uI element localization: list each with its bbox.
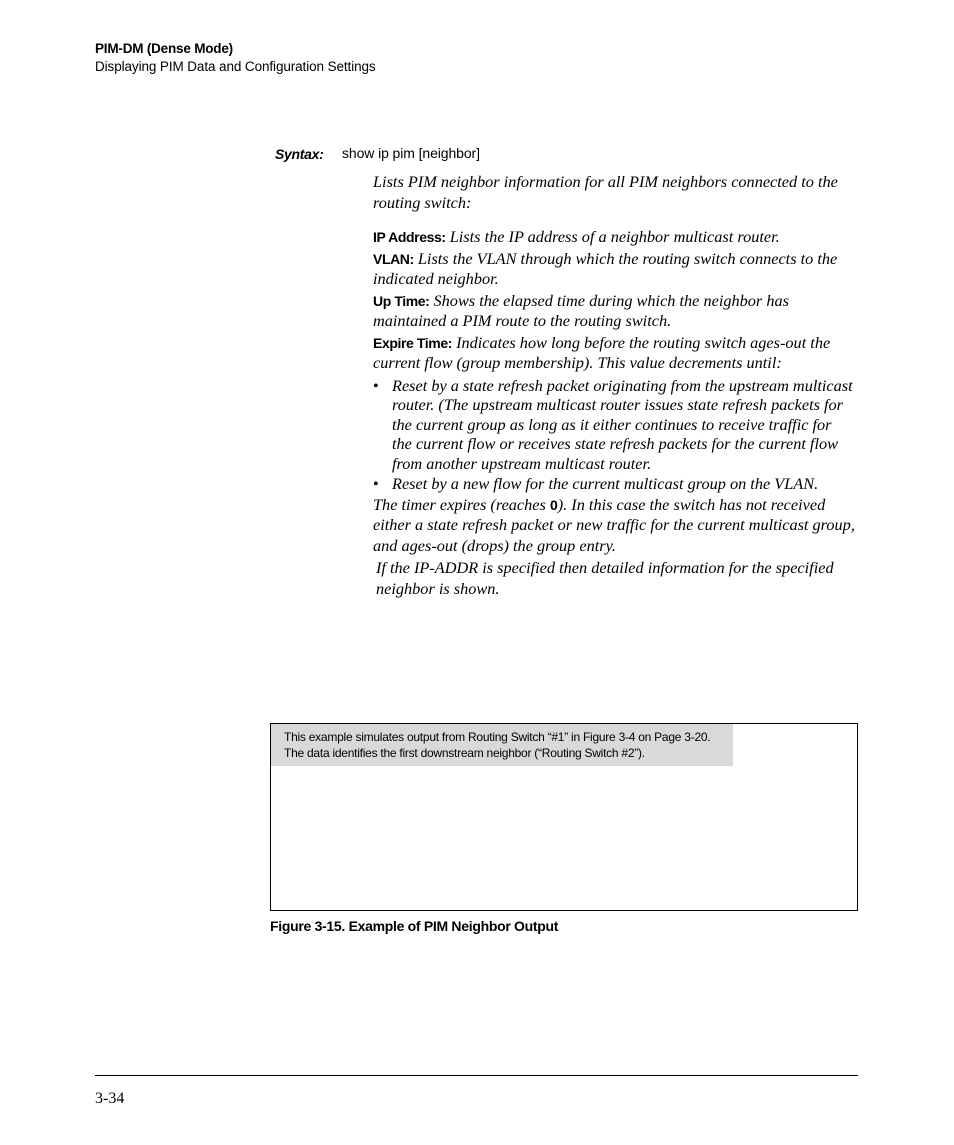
field-up-time	[373, 291, 855, 332]
bullet-icon: •	[373, 474, 379, 493]
field-text: Lists the VLAN through which the routing switch connects to the indicated neighbor.	[373, 248, 838, 288]
figure-caption: Figure 3-15. Example of PIM Neighbor Output	[270, 918, 559, 934]
field-text: Shows the elapsed time during which the neighbor has maintained a PIM route to the routing switch.	[373, 290, 789, 330]
syntax-intro: Lists PIM neighbor information for all PIM neighbors connected to the routing switch:	[373, 172, 838, 212]
running-header-section: Displaying PIM Data and Configuration Settings	[95, 59, 376, 74]
footer-divider	[95, 1075, 858, 1076]
field-label: VLAN:	[373, 250, 414, 267]
list-item	[373, 376, 855, 474]
syntax-description	[373, 172, 855, 599]
syntax-label: Syntax:	[275, 146, 324, 162]
bullet-icon: •	[373, 375, 379, 395]
field-label: Up Time:	[373, 292, 430, 309]
list-item-text: Reset by a new flow for the current multicast group on the VLAN.	[392, 474, 819, 493]
field-ip-address	[373, 227, 855, 248]
list-item-text: Reset by a state refresh packet originating from the upstream multicast router. (The upstream multicast router issues state refresh packets for the current group as long as it either continues to receive traffic for the current flow or receives state refresh packets for the current flow from another upstream multicast router.	[392, 375, 853, 473]
timer-expiry-paragraph	[373, 495, 855, 557]
timer-text-after: ). In this case the switch has not received either a state refresh packet or new traffic for the current multicast group, and ages-out (drops) the group entry.	[373, 494, 855, 555]
field-vlan	[373, 249, 855, 290]
timer-text-before: The timer expires (reaches	[373, 494, 550, 514]
figure-frame	[270, 723, 858, 911]
field-expire-time	[373, 333, 855, 374]
timer-value: 0	[549, 496, 558, 513]
field-text: Lists the IP address of a neighbor multicast router.	[449, 227, 780, 246]
list-item	[373, 474, 855, 494]
ip-addr-note: If the IP-ADDR is specified then detailed information for the specified neighbor is shown.	[376, 558, 834, 598]
field-label: Expire Time:	[373, 334, 452, 351]
syntax-command: show ip pim [neighbor]	[342, 145, 480, 161]
figure-callout: This example simulates output from Routing Switch “#1” in Figure 3-4 on Page 3-20. The data identifies the first downstream neighbor (“Routing Switch #2”).	[271, 724, 733, 766]
field-label: IP Address:	[373, 229, 446, 245]
running-header-chapter: PIM-DM (Dense Mode)	[95, 41, 233, 56]
field-text: Indicates how long before the routing switch ages-out the current flow (group membership). This value decrements until:	[373, 332, 831, 372]
expire-conditions-list	[373, 376, 855, 494]
page-number: 3-34	[95, 1090, 125, 1107]
